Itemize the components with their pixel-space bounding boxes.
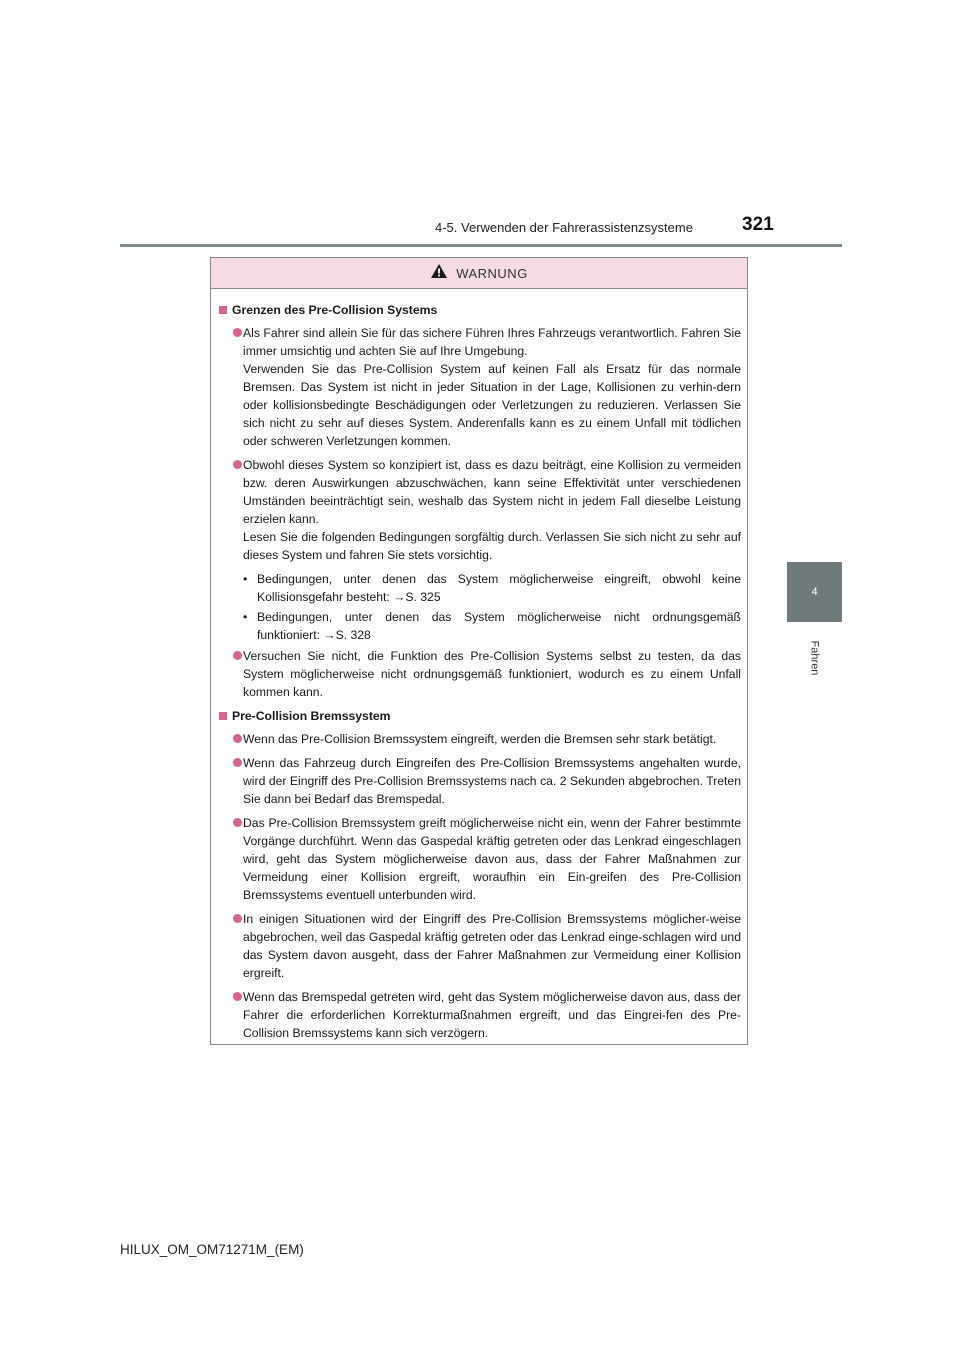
condition-text: Bedingungen, unter denen das System möglicherweise eingreift, obwohl keine Kollisionsgefahr besteht: →S. 325 (257, 572, 741, 604)
chapter-label (787, 628, 842, 688)
round-bullet-icon (233, 992, 242, 1001)
round-bullet-icon (233, 734, 242, 743)
section-heading (219, 301, 741, 319)
bullet-item (219, 754, 741, 808)
section-heading (219, 707, 741, 725)
chapter-number: 4 (811, 586, 818, 598)
dot-bullet-icon: • (243, 610, 248, 624)
bullet-item (219, 456, 741, 564)
round-bullet-icon (233, 328, 242, 337)
condition-list (219, 570, 741, 644)
bullet-item (219, 324, 741, 450)
square-bullet-icon (219, 712, 227, 720)
chapter-label-text: Fahren (808, 640, 821, 676)
bullet-paragraph: Wenn das Bremspedal getreten wird, geht das System möglicherweise davon aus, dass der Fahrer die erforderlichen Korrekturmaßnahmen ergreift, und das Eingrei-fen des Pre-Collision Bremssystems kann sich verzögern. (243, 990, 741, 1040)
bullet-item (219, 730, 741, 748)
section-heading-text: Pre-Collision Bremssystem (232, 709, 391, 723)
bullet-paragraph: Verwenden Sie das Pre-Collision System auf keinen Fall als Ersatz für das normale Bremsen. Das System ist nicht in jeder Situation in der Lage, Kollisionen zu verhin-dern oder kollisionsbedingte Beschädigungen oder Verletzungen zu reduzieren. Verlassen Sie sich nicht zu sehr auf dieses System. Anderenfalls kann es zu einem Unfall mit tödlichen oder schweren Verletzungen kommen. (243, 362, 741, 448)
square-bullet-icon (219, 306, 227, 314)
bullet-paragraph: In einigen Situationen wird der Eingriff des Pre-Collision Bremssystems möglicher-weise abgebrochen, weil das Gaspedal kräftig getreten oder das Lenkrad einge-schlagen wird und das System davon ausgeht, dass der Fahrer Maßnahmen zur Vermeidung einer Kollision ergreift. (243, 912, 741, 980)
bullet-item (219, 647, 741, 701)
bullet-paragraph: Versuchen Sie nicht, die Funktion des Pre-Collision Systems selbst zu testen, da das System möglicherweise nicht ordnungsgemäß funktioniert, wodurch es zu einem Unfall kommen kann. (243, 649, 741, 699)
bullet-paragraph: Als Fahrer sind allein Sie für das sichere Führen Ihres Fahrzeugs verantwortlich. Fahren Sie immer umsichtig und achten Sie auf Ihre Umgebung. (243, 326, 741, 358)
page-number: 321 (742, 214, 774, 235)
bullet-item (219, 988, 741, 1042)
section-heading-text: Grenzen des Pre-Collision Systems (232, 303, 438, 317)
bullet-paragraph: Obwohl dieses System so konzipiert ist, dass es dazu beiträgt, eine Kollision zu vermeiden bzw. deren Auswirkungen abzuschwächen, kann seine Effektivität unter verschiedenen Umständen beeinträchtigt sein, weshalb das System nicht in jedem Fall dieselbe Leistung erzielen kann. (243, 458, 741, 526)
round-bullet-icon (233, 651, 242, 660)
warning-title: WARNUNG (456, 265, 528, 281)
condition-reference[interactable] (219, 608, 741, 644)
header-rule (120, 244, 842, 247)
condition-reference[interactable] (219, 570, 741, 606)
bullet-paragraph: Lesen Sie die folgenden Bedingungen sorgfältig durch. Verlassen Sie sich nicht zu sehr auf dieses System und fahren Sie stets vorsichtig. (243, 530, 741, 562)
bullet-paragraph: Das Pre-Collision Bremssystem greift möglicherweise nicht ein, wenn der Fahrer bestimmte Vorgänge durchführt. Wenn das Gaspedal kräftig getreten oder das Lenkrad eingeschlagen wird, geht das System möglicherweise davon aus, dass der Fahrer Maßnahmen zur Vermeidung einer Kollision ergreift, woraufhin ein Ein-greifen des Pre-Collision Bremssystems eventuell unterbunden wird. (243, 816, 741, 902)
warning-body (211, 289, 747, 1042)
chapter-tab (787, 562, 842, 622)
round-bullet-icon (233, 758, 242, 767)
warning-triangle-icon (430, 263, 448, 284)
dot-bullet-icon: • (243, 572, 248, 586)
document-code: HILUX_OM_OM71271M_(EM) (120, 1242, 304, 1257)
bullet-paragraph: Wenn das Pre-Collision Bremssystem eingreift, werden die Bremsen sehr stark betätigt. (243, 732, 717, 746)
bullet-item (219, 910, 741, 982)
round-bullet-icon (233, 914, 242, 923)
warning-header (211, 258, 747, 289)
running-header-section: 4-5. Verwenden der Fahrerassistenzsysteme (435, 220, 693, 235)
round-bullet-icon (233, 818, 242, 827)
condition-text: Bedingungen, unter denen das System möglicherweise nicht ordnungsgemäß funktioniert: →S. 328 (257, 610, 741, 642)
bullet-paragraph: Wenn das Fahrzeug durch Eingreifen des Pre-Collision Bremssystems angehalten wurde, wird der Eingriff des Pre-Collision Bremssystems nach ca. 2 Sekunden abgebrochen. Treten Sie dann bei Bedarf das Bremspedal. (243, 756, 741, 806)
bullet-item (219, 814, 741, 904)
round-bullet-icon (233, 460, 242, 469)
warning-box (210, 257, 748, 1045)
